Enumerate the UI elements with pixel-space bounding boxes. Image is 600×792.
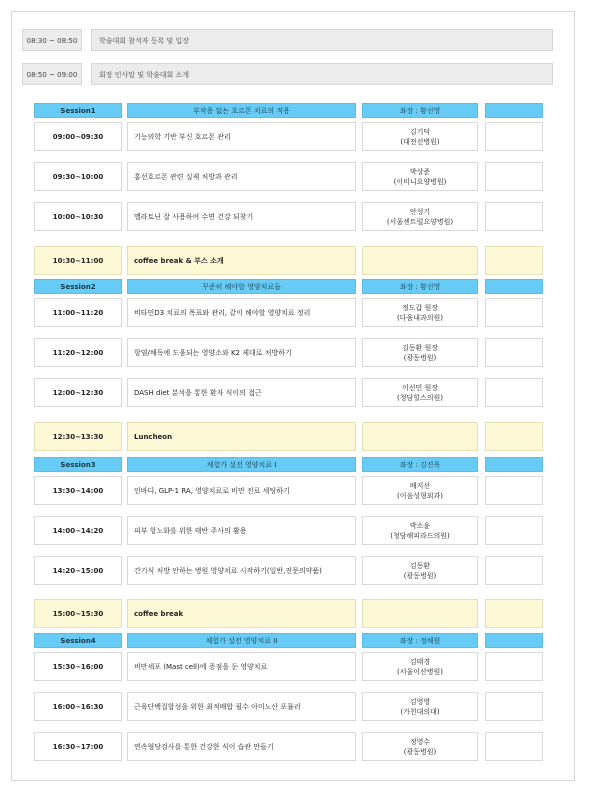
item-topic: 비타민D3 치료의 목표와 관리, 같이 해야할 영양치료 정리 bbox=[127, 298, 356, 327]
speaker-affil: (청담힐스의원) bbox=[396, 393, 444, 402]
speaker-affil: (가천대의대) bbox=[400, 707, 440, 716]
item-time: 14:00~14:20 bbox=[34, 516, 122, 545]
speaker-affil: (서울이산병원) bbox=[396, 667, 444, 676]
item-topic: 인바디, GLP-1 RA, 영양치료로 비만 진료 세팅하기 bbox=[127, 476, 356, 505]
item-speaker bbox=[362, 162, 478, 191]
speaker-affil: (대전선병원) bbox=[400, 137, 440, 146]
item-speaker bbox=[362, 338, 478, 367]
break-extra bbox=[485, 422, 543, 451]
item-time: 09:30~10:00 bbox=[34, 162, 122, 191]
item-extra bbox=[485, 556, 543, 585]
item-speaker bbox=[362, 202, 478, 231]
item-extra bbox=[485, 476, 543, 505]
session-chair: 좌장 : 김진욱 bbox=[362, 457, 478, 472]
speaker-name: 박상준 bbox=[409, 167, 431, 176]
break-time: 10:30~11:00 bbox=[34, 246, 122, 275]
session-extra bbox=[485, 103, 543, 118]
item-time: 11:20~12:00 bbox=[34, 338, 122, 367]
break-label: Luncheon bbox=[127, 422, 356, 451]
prelim-desc: 회장 인사말 및 학술대회 소개 bbox=[91, 63, 553, 85]
item-time: 11:00~11:20 bbox=[34, 298, 122, 327]
session-title: 꾸준히 해야할 영양치료들 bbox=[127, 279, 356, 294]
session-title: 부작용 없는 호르몬 치료의 적용 bbox=[127, 103, 356, 118]
item-topic: 멜라토닌 잘 사용하여 수면 건강 되찾기 bbox=[127, 202, 356, 231]
item-topic: 홍선호르몬 관련 실제 처방과 관리 bbox=[127, 162, 356, 191]
speaker-affil: (다움내과의원) bbox=[396, 313, 444, 322]
item-extra bbox=[485, 516, 543, 545]
speaker-name: 배지선 bbox=[409, 481, 431, 490]
speaker-affil: (광동병원) bbox=[403, 571, 437, 580]
item-topic: 비만세포 (Mast cell)에 증점을 둔 영양치료 bbox=[127, 652, 356, 681]
item-speaker bbox=[362, 732, 478, 761]
item-time: 14:20~15:00 bbox=[34, 556, 122, 585]
item-time: 12:00~12:30 bbox=[34, 378, 122, 407]
session-name: Session2 bbox=[34, 279, 122, 294]
item-time: 16:00~16:30 bbox=[34, 692, 122, 721]
break-extra bbox=[485, 246, 543, 275]
item-extra bbox=[485, 298, 543, 327]
speaker-name: 안성기 bbox=[409, 207, 431, 216]
prelim-desc: 학술대회 참석자 등록 및 입장 bbox=[91, 29, 553, 51]
break-empty bbox=[362, 599, 478, 628]
item-topic: 근육단백질합성을 위한 최적배합 필수 아미노산 포뮬러 bbox=[127, 692, 356, 721]
speaker-name: 정영수 bbox=[409, 737, 431, 746]
break-label: coffee break bbox=[127, 599, 356, 628]
prelim-time: 08:30 ~ 08:50 bbox=[22, 29, 82, 51]
item-speaker bbox=[362, 652, 478, 681]
session-extra bbox=[485, 279, 543, 294]
item-speaker bbox=[362, 378, 478, 407]
session-title: 체험가 설전 영양치료 II bbox=[127, 633, 356, 648]
item-time: 15:30~16:00 bbox=[34, 652, 122, 681]
item-time: 16:30~17:00 bbox=[34, 732, 122, 761]
speaker-name: 김태경 bbox=[409, 657, 431, 666]
item-topic: 피부 항노화를 위한 태반 주사의 활용 bbox=[127, 516, 356, 545]
session-extra bbox=[485, 457, 543, 472]
item-topic: 연속혈당검사를 통한 건강한 식이 습관 만들기 bbox=[127, 732, 356, 761]
item-speaker bbox=[362, 516, 478, 545]
item-topic: 간기식 처방 안하는 병원 영양치료 시작하기(일반,전문의약품) bbox=[127, 556, 356, 585]
item-extra bbox=[485, 652, 543, 681]
speaker-name: 이선민 원장 bbox=[401, 383, 439, 392]
item-speaker bbox=[362, 298, 478, 327]
item-speaker bbox=[362, 556, 478, 585]
session-chair: 좌장 : 정해원 bbox=[362, 633, 478, 648]
prelim-row bbox=[0, 63, 600, 85]
break-extra bbox=[485, 599, 543, 628]
item-extra bbox=[485, 338, 543, 367]
item-extra bbox=[485, 122, 543, 151]
speaker-affil: (광동병원) bbox=[403, 747, 437, 756]
item-topic: DASH diet 분석을 통한 환자 식이의 접근 bbox=[127, 378, 356, 407]
session-name: Session3 bbox=[34, 457, 122, 472]
item-speaker bbox=[362, 476, 478, 505]
break-label: coffee break & 부스 소개 bbox=[127, 246, 356, 275]
session-title: 체험가 설전 영양치료 I bbox=[127, 457, 356, 472]
break-empty bbox=[362, 422, 478, 451]
item-speaker bbox=[362, 692, 478, 721]
session-chair: 좌장 : 황선영 bbox=[362, 103, 478, 118]
item-speaker bbox=[362, 122, 478, 151]
speaker-affil: (광동병원) bbox=[403, 353, 437, 362]
break-empty bbox=[362, 246, 478, 275]
item-time: 13:30~14:00 bbox=[34, 476, 122, 505]
item-time: 09:00~09:30 bbox=[34, 122, 122, 151]
speaker-affil: (이음성형외과) bbox=[396, 491, 444, 500]
prelim-time: 08:50 ~ 09:00 bbox=[22, 63, 82, 85]
speaker-name: 박소윤 bbox=[409, 521, 431, 530]
session-chair: 좌장 : 황선영 bbox=[362, 279, 478, 294]
session-extra bbox=[485, 633, 543, 648]
speaker-name: 정도갑 원장 bbox=[401, 303, 439, 312]
speaker-name: 김영영 bbox=[409, 697, 431, 706]
speaker-affil: (이미니요양병원) bbox=[393, 177, 447, 186]
item-topic: 항염/해독에 도움되는 영양소와 K2 제대로 처방하기 bbox=[127, 338, 356, 367]
break-time: 12:30~13:30 bbox=[34, 422, 122, 451]
speaker-affil: (서울센트럴요양병원) bbox=[386, 217, 454, 226]
speaker-name: 김동환 bbox=[409, 561, 431, 570]
item-extra bbox=[485, 202, 543, 231]
item-topic: 기능의학 기반 부신 호르몬 관리 bbox=[127, 122, 356, 151]
break-time: 15:00~15:30 bbox=[34, 599, 122, 628]
item-time: 10:00~10:30 bbox=[34, 202, 122, 231]
speaker-affil: (청담해피라드의원) bbox=[390, 531, 450, 540]
session-name: Session1 bbox=[34, 103, 122, 118]
item-extra bbox=[485, 162, 543, 191]
item-extra bbox=[485, 732, 543, 761]
item-extra bbox=[485, 378, 543, 407]
session-name: Session4 bbox=[34, 633, 122, 648]
item-extra bbox=[485, 692, 543, 721]
speaker-name: 김동환 원장 bbox=[401, 343, 439, 352]
prelim-row bbox=[0, 29, 600, 51]
speaker-name: 김기덕 bbox=[409, 127, 431, 136]
